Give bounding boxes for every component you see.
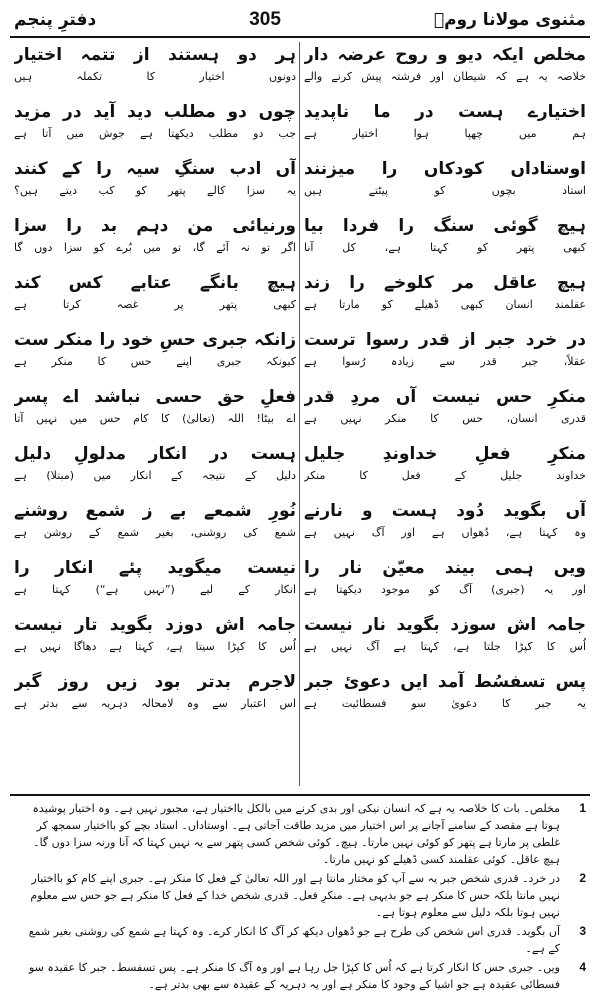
translation-text: دونوں اختیار کا تکملہ ہیں [14, 70, 296, 83]
couplet [14, 270, 586, 327]
first-hemistich [304, 42, 586, 86]
couplet [14, 99, 586, 156]
couplet [14, 213, 586, 270]
translation-text: اگر تو نہ آئے گا، تو میں بُرے کو سزا دوں گا [14, 241, 296, 254]
first-hemistich [304, 384, 586, 428]
verse-text: مخلص ایکہ دیو و روح عرضہ دار [304, 45, 586, 65]
translation-text: کبھی پتھر پر غصہ کرتا ہے [14, 298, 296, 311]
couplet [14, 42, 586, 99]
first-hemistich [304, 99, 586, 143]
second-hemistich [14, 498, 296, 542]
second-hemistich [14, 441, 296, 485]
first-hemistich [304, 327, 586, 371]
translation-text: ہم میں چھپا ہوا اختیار ہے [304, 127, 586, 140]
verse-text: لاجرم بدتر بود زیں روز گبر [14, 672, 296, 692]
first-hemistich [304, 213, 586, 257]
second-hemistich [14, 156, 296, 200]
second-hemistich [14, 669, 296, 713]
couplet [14, 669, 586, 726]
translation-text: انکار کے لیے (”نہیں ہے“) کہتا ہے [14, 583, 296, 596]
translation-text: خداوند جلیل کے فعل کا منکر [304, 469, 586, 482]
verse-text: جامہ اش دوزد بگوید تار نیست [14, 615, 296, 635]
verse-text: پس تسفسُط آمد ایں دعوئ جبر [304, 672, 586, 692]
first-hemistich [304, 669, 586, 713]
verse-text: اختیارے ہست در ما ناپدید [304, 102, 586, 122]
second-hemistich [14, 555, 296, 599]
translation-text: اُس کا کپڑا جلتا ہے، کہتا ہے آگ نہیں ہے [304, 640, 586, 653]
footnote-number: 3 [579, 924, 586, 938]
verse-text: آں ادب سنگِ سیہ را کے کنند [14, 159, 296, 179]
footnote-text: ویں۔ جبری حس کا انکار کرتا ہے کہ اُس کا کپڑا جل رہا ہے اور وہ آگ کا منکر ہے۔ پس تسفسط۔ جبر کا عقیدہ سو فسطائی عقیدہ ہے جو اشیا کے وجود کا منکر ہے اور یہ دہریہ کے عقیدہ سے بھی بدتر ہے۔ [28, 961, 560, 991]
verse-text: آں بگوید دُود ہست و نارنے [304, 501, 586, 521]
translation-text: کیونکہ جبری اپنے حس کا منکر ہے [14, 355, 296, 368]
verse-text: ہر دو ہستند از تتمہ اختیار [14, 45, 296, 65]
verse-text: منکرِ فعلِ خداوندِ جلیل [304, 444, 586, 464]
second-hemistich [14, 42, 296, 86]
verse-text: اوستاداں کودکاں را میزنند [304, 159, 586, 179]
verse-text: ویں ہمی بیند معیّن نار را [304, 558, 586, 578]
first-hemistich [304, 441, 586, 485]
translation-text: یہ سزا کالے پتھر کو کب دیتے ہیں؟ [14, 184, 296, 197]
footnote-number: 1 [579, 801, 586, 815]
second-hemistich [14, 384, 296, 428]
translation-text: یہ جبر کا دعویٰ سو فسطائیت ہے [304, 697, 586, 710]
first-hemistich [304, 555, 586, 599]
translation-text: شمع کی روشنی، بغیر شمع کے روشن ہے [14, 526, 296, 539]
first-hemistich [304, 612, 586, 656]
verse-text: ورنیائی من دہم بد را سزا [14, 216, 296, 236]
couplet [14, 555, 586, 612]
second-hemistich [14, 213, 296, 257]
footnote-number: 2 [579, 871, 586, 885]
translation-text: عقلاً، جبر قدر سے زیادہ رُسوا ہے [304, 355, 586, 368]
translation-text: اور یہ (جبری) آگ کو موجود دیکھتا ہے [304, 583, 586, 596]
footnote-number: 4 [579, 960, 586, 974]
second-hemistich [14, 612, 296, 656]
verse-text: ہست در انکار مدلولِ دلیل [14, 444, 296, 464]
book-title: مثنوی مولانا رومؒ [433, 10, 586, 30]
translation-text: دلیل کے نتیجہ کے انکار میں (مبتلا) ہے [14, 469, 296, 482]
couplet [14, 441, 586, 498]
footnote [14, 959, 586, 993]
first-hemistich [304, 270, 586, 314]
first-hemistich [304, 156, 586, 200]
verse-text: ہیچ عاقل مر کلوخے را زند [304, 273, 586, 293]
footnote [14, 923, 586, 957]
translation-text: عقلمند انسان کبھی ڈھیلے کو مارتا ہے [304, 298, 586, 311]
verse-text: فعلِ حق حسی نباشد اے پسر [14, 387, 296, 407]
page-number: 305 [249, 9, 281, 30]
verse-list [14, 42, 586, 726]
verse-text: ہیچ گوئی سنگ را فردا بیا [304, 216, 586, 236]
couplet [14, 384, 586, 441]
second-hemistich [14, 270, 296, 314]
translation-text: اس اعتبار سے وہ لامحالہ دہریہ سے بدتر ہے [14, 697, 296, 710]
couplet [14, 498, 586, 555]
verse-text: ہیچ بانگے عتابے کس کند [14, 273, 296, 293]
verse-text: جامہ اش سوزد بگوید نار نیست [304, 615, 586, 635]
second-hemistich [14, 99, 296, 143]
translation-text: وہ کہتا ہے، دُھواں ہے اور آگ نہیں ہے [304, 526, 586, 539]
verse-text: نُورِ شمعے بے ز شمع روشنے [14, 501, 296, 521]
second-hemistich [14, 327, 296, 371]
footnote-text: آں بگوید۔ قدری اس شخص کی طرح ہے جو دُھواں دیکھ کر آگ کا انکار کرے۔ وہ کہتا ہے شمع کی روشنی بغیر شمع کے ہے۔ [28, 925, 560, 955]
translation-text: قدری انسان، حس کا منکر نہیں ہے [304, 412, 586, 425]
footnotes [14, 800, 586, 995]
footnote-text: مخلص۔ بات کا خلاصہ یہ ہے کہ انسان نیکی اور بدی کرنے میں بالکل بااختیار ہے، مجبور نہیں ہے۔ وہ اختیار پوشیدہ ہوتا ہے مقصد کے سامنے آجانے پر اس اختیار میں مزید طاقت آجاتی ہے۔ اوستاداں۔ استاد بچے کو بااختیار سمجھ کر غلطی پر مارتا ہے پتھر کو کوئی نہیں مارتا۔ ہیچ۔ کوئی شخص کسی پتھر سے یہ نہیں کہتا کہ آنا ورنہ سزا دوں گا۔ ہیچ عاقل۔ کوئی عقلمند کسی ڈھیلے کو نہیں مارتا۔ [32, 802, 560, 866]
translation-text: اُس کا کپڑا سیتا ہے، کہتا ہے دھاگا نہیں ہے [14, 640, 296, 653]
couplet [14, 327, 586, 384]
translation-text: کبھی پتھر کو کہتا ہے، کل آنا [304, 241, 586, 254]
translation-text: اے بیٹا! اللہ (تعالیٰ) کا کام حس میں نہیں آتا [14, 412, 296, 425]
footnote-text: در خرد۔ قدری شخص جبر یہ سے آپ کو مختار مانتا ہے اور اللہ تعالیٰ کے فعل کا منکر ہے۔ جبری اپنے کام کو بااختیار نہیں مانتا بلکہ حس کا منکر ہے جو بدیہی ہے۔ منکرِ فعل۔ قدری شخص خدا کے فعل کا منکر ہے جو حس سے معلوم نہیں ہوتا بلکہ دلیل سے معلوم ہوتا ہے۔ [30, 872, 560, 919]
verse-text: نیست میگوید پئے انکار را [14, 558, 296, 578]
page-header [14, 6, 586, 34]
footnote [14, 800, 586, 868]
verse-text: در خرد جبر از قدر رسوا ترست [304, 330, 586, 350]
translation-text: خلاصہ یہ ہے کہ شیطان اور فرشتہ پیش کرنے والے [304, 70, 586, 83]
section-title: دفترِ پنجم [14, 10, 97, 30]
verse-text: منکرِ حس نیست آں مردِ قدر [304, 387, 586, 407]
verse-text: زانکہ جبری حسِ خود را منکر ست [14, 330, 296, 350]
couplet [14, 612, 586, 669]
translation-text: جب دو مطلب دیکھتا ہے جوش میں آتا ہے [14, 127, 296, 140]
first-hemistich [304, 498, 586, 542]
translation-text: استاد بچوں کو پیٹتے ہیں [304, 184, 586, 197]
couplet [14, 156, 586, 213]
verse-text: چوں دو مطلب دید آید در مزید [14, 102, 296, 122]
footnote [14, 870, 586, 921]
